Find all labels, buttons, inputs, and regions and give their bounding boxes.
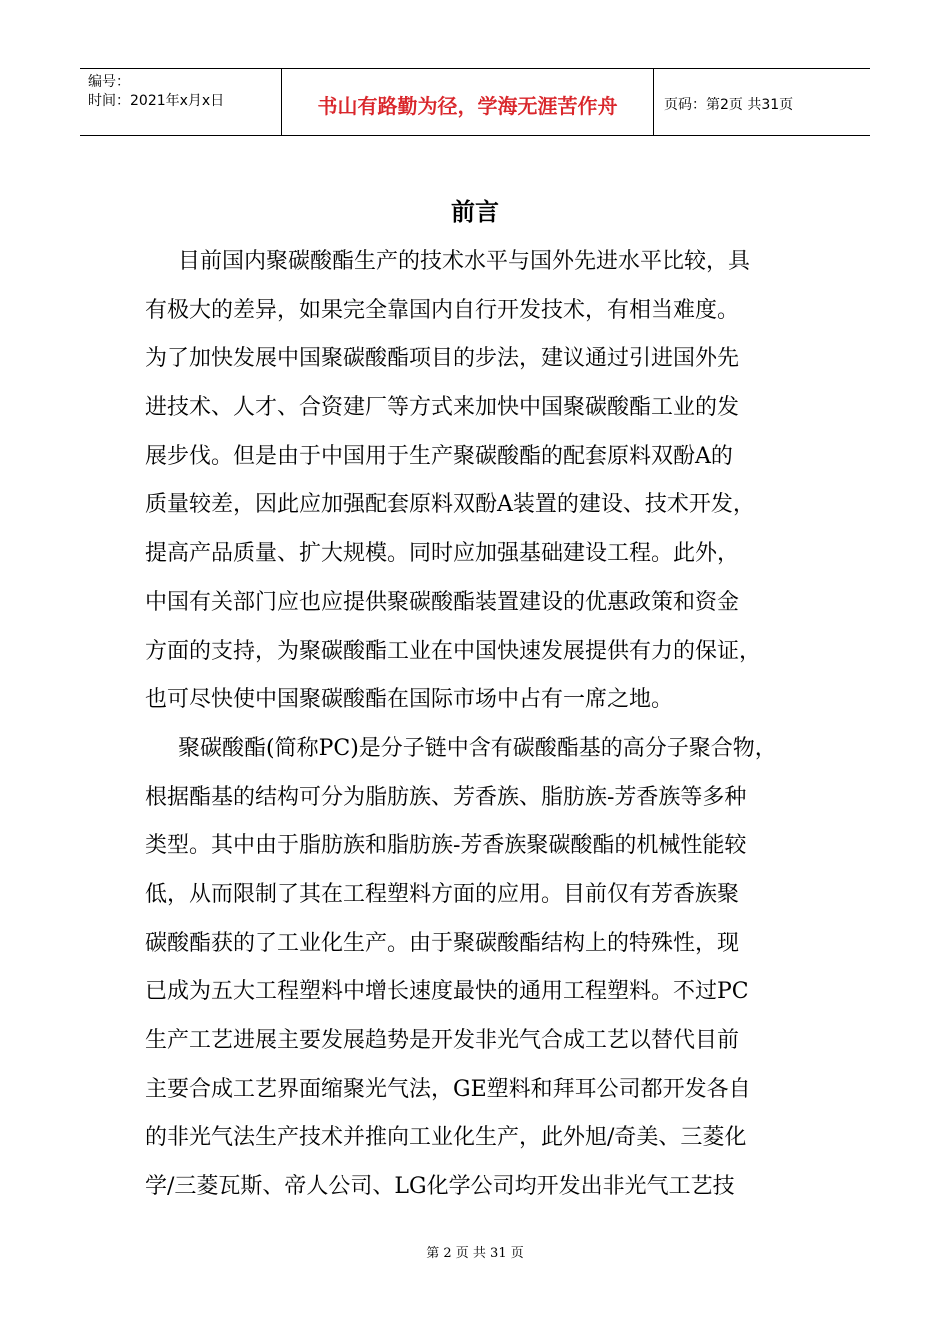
- text-line: 提高产品质量、扩大规模。同时应加强基础建设工程。此外，: [145, 541, 740, 567]
- text-line: 低，从而限制了其在工程塑料方面的应用。目前仅有芳香族聚: [145, 881, 740, 907]
- text-line: 主要合成工艺界面缩聚光气法，GE塑料和拜耳公司都开发各自: [145, 1076, 751, 1102]
- text-line: 质量较差，因此应加强配套原料双酚A装置的建设、技术开发，: [145, 492, 755, 518]
- text-line: 目前国内聚碳酸酯生产的技术水平与国外先进水平比较，具: [178, 249, 751, 274]
- text-line: 生产工艺进展主要发展趋势是开发非光气合成工艺以替代目前: [145, 1028, 740, 1053]
- text-line: 展步伐。但是由于中国用于生产聚碳酸酯的配套原料双酚A的: [145, 443, 733, 469]
- text-line: 根据酯基的结构可分为脂肪族、芳香族、脂肪族-芳香族等多种: [145, 784, 747, 810]
- paragraph: [145, 725, 805, 1212]
- text-line: 的非光气法生产技术并推向工业化生产，此外旭/奇美、三菱化: [145, 1125, 747, 1151]
- page-header: [80, 68, 870, 136]
- header-page-info: 页码：第2页 共31页: [664, 97, 794, 113]
- header-time-label: 时间：2021年x月x日: [88, 93, 225, 109]
- text-line: 为了加快发展中国聚碳酸酯项目的步法，建议通过引进国外先: [145, 346, 740, 372]
- text-line: 也可尽快使中国聚碳酸酯在国际市场中占有一席之地。: [145, 687, 674, 713]
- text-line: 方面的支持，为聚碳酸酯工业在中国快速发展提供有力的保证，: [145, 638, 762, 664]
- text-line: 中国有关部门应也应提供聚碳酸酯装置建设的优惠政策和资金: [145, 589, 740, 615]
- header-motto: 书山有路勤为径，学海无涯苦作舟: [282, 69, 654, 135]
- text-line: 类型。其中由于脂肪族和脂肪族-芳香族聚碳酸酯的机械性能较: [145, 833, 747, 859]
- header-number-label: 编号：: [88, 74, 130, 90]
- page-footer: 第 2 页 共 31 页: [426, 1246, 524, 1261]
- paragraph: [145, 238, 805, 725]
- document-body: [145, 238, 805, 1212]
- text-line: 有极大的差异，如果完全靠国内自行开发技术，有相当难度。: [145, 297, 740, 323]
- document-title: 前言: [451, 197, 499, 226]
- text-line: 碳酸酯获的了工业化生产。由于聚碳酸酯结构上的特殊性，现: [145, 930, 740, 956]
- header-meta-cell: [80, 69, 282, 135]
- text-line: 聚碳酸酯(简称PC)是分子链中含有碳酸酯基的高分子聚合物，: [178, 735, 777, 761]
- text-line: 已成为五大工程塑料中增长速度最快的通用工程塑料。不过PC: [145, 979, 749, 1005]
- text-line: 进技术、人才、合资建厂等方式来加快中国聚碳酸酯工业的发: [145, 395, 740, 421]
- text-line: 学/三菱瓦斯、帝人公司、LG化学公司均开发出非光气工艺技: [145, 1174, 735, 1200]
